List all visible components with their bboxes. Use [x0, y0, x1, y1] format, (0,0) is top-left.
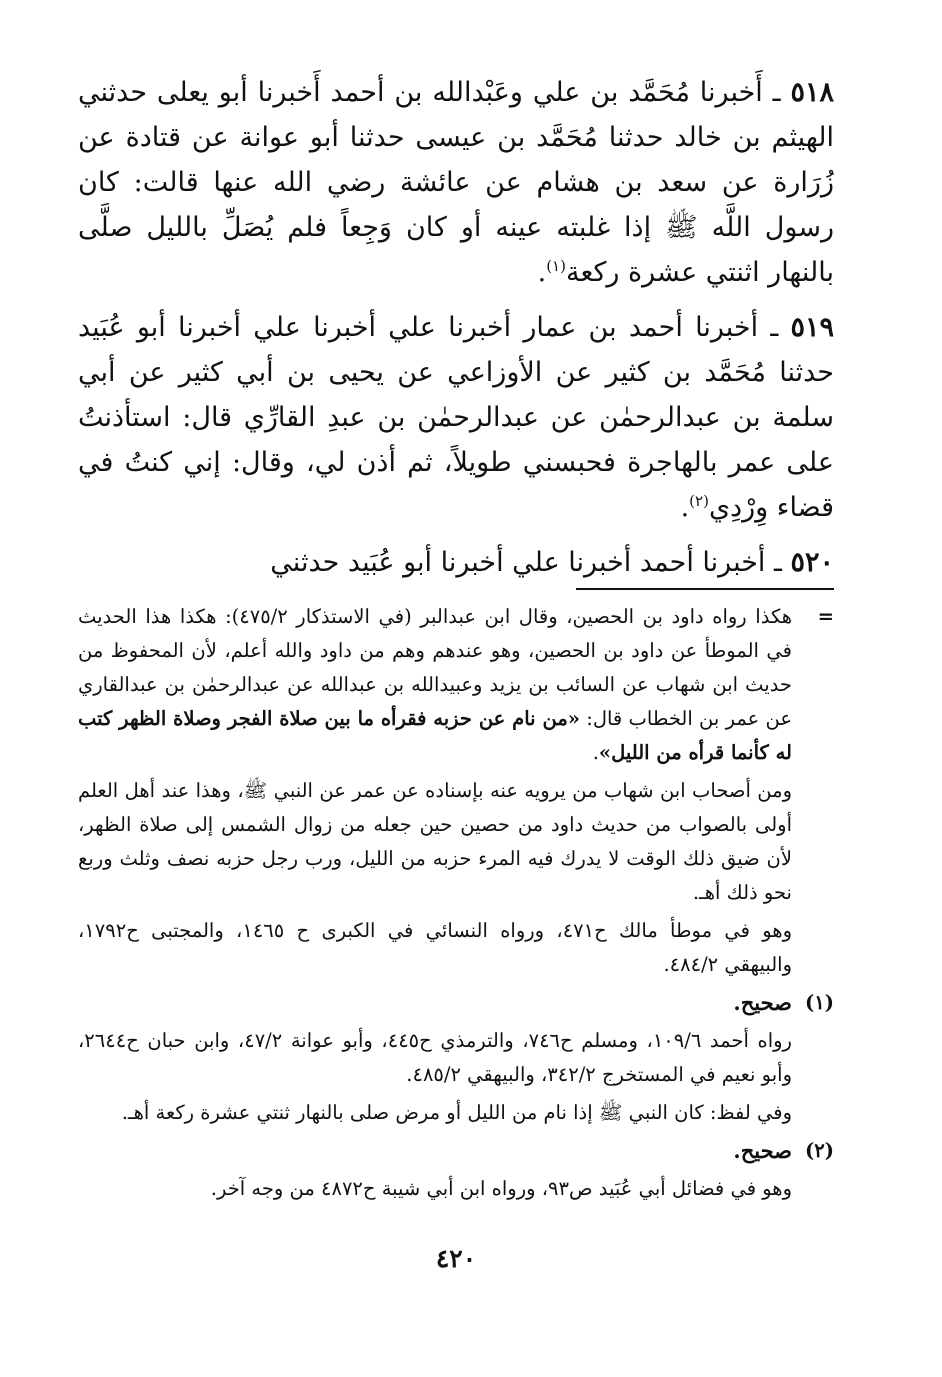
hadith-520 [78, 540, 834, 585]
footnotes [78, 600, 834, 1210]
footnote-paragraph: وهو في موطأ مالك ح٤٧١، ورواه النسائي في الكبرى ح ١٤٦٥، والمجتبى ح١٧٩٢، والبيهقي ٤٨٤/٢. [78, 919, 792, 976]
footnote-paragraph: وهو في فضائل أبي عُبَيد ص٩٣، ورواه ابن أبي شيبة ح٤٨٧٢ من وجه آخر. [210, 1177, 792, 1200]
hadith-number: ٥١٩ [790, 312, 834, 343]
footnote-paragraph: وفي لفظ: كان النبي ﷺ إذا نام من الليل أو مرض صلى بالنهار ثنتي عشرة ركعة أهـ. [121, 1101, 792, 1124]
hadith-number: ٥٢٠ [790, 547, 834, 578]
footnote-1-body [78, 1024, 834, 1134]
footnote-marker: (٢) [805, 1139, 834, 1162]
footnote-continuation [78, 600, 834, 986]
book-page [78, 0, 834, 1377]
footnote-paragraph: رواه أحمد ١٠٩/٦، ومسلم ح٧٤٦، والترمذي ح٤٤٥، وأبو عوانة ٤٧/٢، وابن حبان ح٢٦٤٤، وأبو نعيم في المستخرج ٣٤٢/٢، والبيهقي ٤٨٥/٢. [78, 1029, 792, 1086]
hadith-518: ٥١٨ ـ أَخبرنا مُحَمَّد بن علي وعَبْدالله بن أحمد أَخبرنا أبو يعلى حدثني الهيثم بن خالد حدثنا مُحَمَّد بن عيسى حدثنا أبو عوانة عن قتادة عن زُرَارة عن سعد بن هشام عن عائشة رضي الله عنها قالت: كان رسول اللَّه ﷺ إذا غلبته عينه أو كان وَجِعاً فلم يُصَلِّ بالليل صلَّى بالنهار اثنتي عشرة ركعة$^{(١)}$. [78, 77, 834, 288]
hadith-text: ـ أخبرنا أحمد بن عمار أخبرنا علي أخبرنا علي أخبرنا أبو عُبَيد حدثنا مُحَمَّد بن كثير عن الأوزاعي عن يحيى بن أبي كثير عن أبي سلمة بن عبدالرحمٰن عن عبدالرحمٰن بن عبدِ القارِّي قال: استأذنتُ على عمر بالهاجرة فحبسني طويلاً، ثم أذن لي، وقال: إني كنتُ في قضاء وِرْدِي [78, 312, 834, 523]
footnote-1 [78, 986, 834, 1024]
main-text [78, 70, 834, 595]
footnote-separator [576, 588, 834, 590]
footnote-paragraph: ومن أصحاب ابن شهاب من يرويه عنه بإسناده عن عمر عن النبي ﷺ، وهذا عند أهل العلم أولى بالصواب من حديث داود من حصين حين جعله من زوال الشمس إلى صلاة الظهر، لأن ضيق ذلك الوقت لا يدرك فيه المرء حزبه من الليل، ورب رجل حزبه نصف وثلث وربع نحو ذلك أهـ. [78, 779, 792, 904]
footnote-2-body [78, 1172, 834, 1210]
footnote-grade: صحيح. [733, 990, 792, 1015]
continuation-marker: = [817, 605, 834, 628]
page-number: ٤٢٠ [435, 1244, 477, 1273]
hadith-number: ٥١٨ [790, 77, 834, 108]
footnote-grade: صحيح. [733, 1138, 792, 1163]
hadith-text: ـ أَخبرنا مُحَمَّد بن علي وعَبْدالله بن أحمد أَخبرنا أبو يعلى حدثني الهيثم بن خالد حدثنا مُحَمَّد بن عيسى حدثنا أبو عوانة عن قتادة عن زُرَارة عن سعد بن هشام عن عائشة رضي الله عنها قالت: كان رسول اللَّه ﷺ إذا غلبته عينه أو كان وَجِعاً فلم يُصَلِّ بالليل صلَّى بالنهار اثنتي عشرة ركعة [78, 77, 834, 288]
footnote-marker: (١) [805, 991, 834, 1014]
quoted-hadith: «من نام عن حزبه فقرأه ما بين صلاة الفجر وصلاة الظهر كتب له كأنما قرأه من الليل» [78, 707, 792, 764]
footnote-paragraph: هكذا رواه داود بن الحصين، وقال ابن عبدالبر (في الاستذكار ٤٧٥/٢): هكذا هذا الحديث في الموطأ عن داود بن الحصين، وهو عندهم وهم من داود والله أعلم، لأن المحفوظ من حديث ابن شهاب عن السائب بن يزيد وعبيدالله بن عبدالله عن عبدالرحمٰن بن عبدالقاري عن عمر بن الخطاب قال: «من نام عن حزبه فقرأه ما بين صلاة الفجر وصلاة الظهر كتب له كأنما قرأه من الليل». [78, 605, 793, 764]
hadith-519: ٥١٩ ـ أخبرنا أحمد بن عمار أخبرنا علي أخبرنا علي أخبرنا أبو عُبَيد حدثنا مُحَمَّد بن كثير عن الأوزاعي عن يحيى بن أبي كثير عن أبي سلمة بن عبدالرحمٰن عن عبدالرحمٰن بن عبدِ القارِّي قال: استأذنتُ على عمر بالهاجرة فحبسني طويلاً، ثم أذن لي، وقال: إني كنتُ في قضاء وِرْدِي$^{(٢)}$. [78, 312, 834, 523]
footnote-ref: (٢) [689, 492, 709, 510]
footnote-ref: (١) [546, 257, 566, 275]
footnote-2 [78, 1134, 834, 1172]
hadith-text: ـ أخبرنا أحمد أخبرنا علي أخبرنا أبو عُبَيد حدثني [270, 547, 791, 578]
